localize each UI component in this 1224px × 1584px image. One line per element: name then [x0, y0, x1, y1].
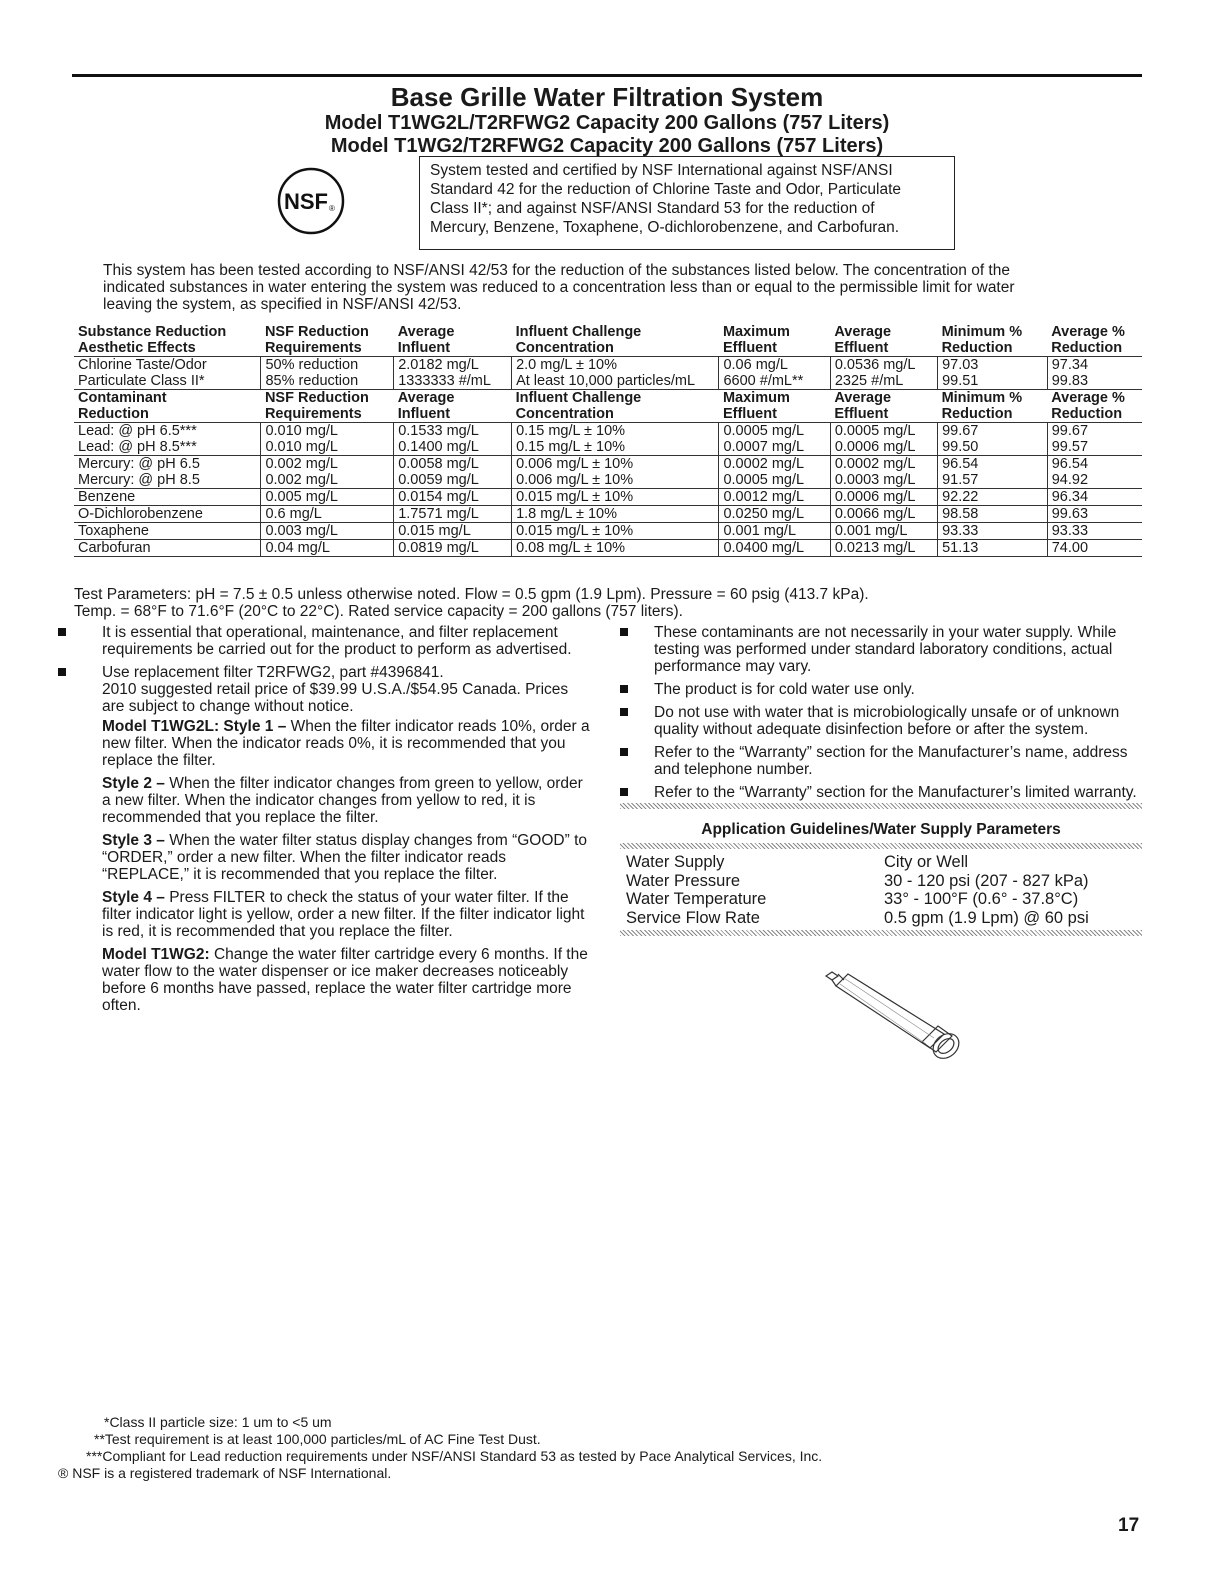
table-header-cell: Average % Reduction: [1051, 324, 1125, 356]
footnotes: [58, 1414, 1058, 1482]
style-2-note: Style 2 – When the filter indicator changes from green to yellow, order a new filter. When the indicator changes from yellow to red, it is recommended that you replace the filter.: [102, 775, 583, 826]
model-line-1: Model T1WG2L/T2RFWG2 Capacity 200 Gallons (757 Liters): [324, 112, 890, 134]
table-header-cell: Average Influent: [397, 390, 455, 422]
style-1-note: Model T1WG2L: Style 1 – When the filter indicator reads 10%, order a new filter. When the indicator reads 0%, it is recommended that you replace the filter.: [102, 718, 590, 769]
footnote: **Test requirement is at least 100,000 particles/mL of AC Fine Test Dust.: [94, 1431, 541, 1447]
intro-paragraph: [103, 262, 1113, 313]
bullet-icon: [620, 685, 628, 693]
table-row: [74, 357, 1142, 390]
table-cell: 92.22: [938, 489, 1048, 506]
nsf-logo-text: NSF: [284, 189, 328, 214]
test-parameters: [74, 586, 1142, 620]
table-cell: 50% reduction 85% reduction: [261, 357, 394, 390]
table-cell: 0.0005 mg/L 0.0006 mg/L: [830, 423, 937, 456]
table-header-cell: Average Effluent: [834, 324, 892, 356]
bullet-item: These contaminants are not necessarily in your water supply. While testing was performed under standard laboratory conditions, actual performance may vary.: [620, 624, 1142, 675]
cert-line: Standard 42 for the reduction of Chlorine Taste and Odor, Particulate: [430, 181, 902, 198]
footnote: ® NSF is a registered trademark of NSF International.: [58, 1465, 392, 1481]
table-cell: 51.13: [938, 540, 1048, 557]
bullet-item: Do not use with water that is microbiologically unsafe or of unknown quality without adequate disinfection before or after the system.: [620, 704, 1142, 738]
bullet-icon: [620, 628, 628, 636]
bullet-icon: [620, 788, 628, 796]
table-cell: 1.7571 mg/L: [394, 506, 512, 523]
table-cell: 0.0250 mg/L: [719, 506, 830, 523]
guideline-label: Service Flow Rate: [626, 908, 760, 927]
table-cell: 0.15 mg/L ± 10% 0.15 mg/L ± 10%: [512, 423, 719, 456]
table-cell: 2.0182 mg/L 1333333 #/mL: [394, 357, 512, 390]
table-cell: 99.67 99.50: [938, 423, 1048, 456]
page-header: [72, 82, 1142, 158]
table-cell: 0.0819 mg/L: [394, 540, 512, 557]
table-cell: 0.0002 mg/L 0.0005 mg/L: [719, 456, 830, 489]
bullet-icon: [620, 708, 628, 716]
table-cell: 0.015 mg/L ± 10%: [512, 523, 719, 540]
table-header-cell: Contaminant Reduction: [78, 390, 167, 422]
svg-text:®: ®: [329, 204, 335, 213]
table-cell: 0.0005 mg/L 0.0007 mg/L: [719, 423, 830, 456]
table-row: [74, 523, 1142, 540]
table-cell: 0.006 mg/L ± 10% 0.006 mg/L ± 10%: [512, 456, 719, 489]
table-cell: 0.0066 mg/L: [830, 506, 937, 523]
table-cell: 0.06 mg/L 6600 #/mL**: [719, 357, 830, 390]
table-cell: 0.0536 mg/L 2325 #/mL: [830, 357, 937, 390]
table-header-row: [74, 390, 1142, 423]
table-cell: Toxaphene: [74, 523, 261, 540]
table-header-cell: Minimum % Reduction: [941, 324, 1023, 356]
table-cell: 0.003 mg/L: [261, 523, 394, 540]
table-header-cell: NSF Reduction Requirements: [264, 390, 369, 422]
guideline-value: City or Well: [884, 853, 969, 871]
intro-line: indicated substances in water entering the system was reduced to a concentration less than or equal to the permissible limit for water: [103, 279, 1015, 296]
table-cell: 0.0058 mg/L 0.0059 mg/L: [394, 456, 512, 489]
bullet-icon: [58, 628, 66, 636]
nsf-logo: [277, 167, 345, 235]
bullet-item: The product is for cold water use only.: [620, 681, 1142, 698]
bullet-icon: [58, 668, 66, 676]
table-cell: Carbofuran: [74, 540, 261, 557]
guideline-label: Water Temperature: [626, 890, 767, 908]
intro-line: This system has been tested according to NSF/ANSI 42/53 for the reduction of the substances listed below. The concentration of the: [103, 262, 1010, 279]
table-cell: 0.0154 mg/L: [394, 489, 512, 506]
table-cell: 93.33: [1047, 523, 1142, 540]
model-line-2: Model T1WG2/T2RFWG2 Capacity 200 Gallons (757 Liters): [330, 135, 884, 157]
table-cell: O-Dichlorobenzene: [74, 506, 261, 523]
footnote: ***Compliant for Lead reduction requirements under NSF/ANSI Standard 53 as tested by Pace Analytical Services, Inc.: [86, 1448, 823, 1464]
table-cell: 0.0006 mg/L: [830, 489, 937, 506]
table-cell: 0.010 mg/L 0.010 mg/L: [261, 423, 394, 456]
bullet-item: It is essential that operational, maintenance, and filter replacement requirements be carried out for the product to perform as advertised.: [58, 624, 594, 658]
left-column: [58, 624, 594, 1020]
test-params-line: Test Parameters: pH = 7.5 ± 0.5 unless otherwise noted. Flow = 0.5 gpm (1.9 Lpm). Pressure = 60 psig (413.7 kPa).: [74, 586, 869, 603]
table-cell: 0.0012 mg/L: [719, 489, 830, 506]
bullet-icon: [620, 748, 628, 756]
table-row: [74, 540, 1142, 557]
model-t1wg2-note: Model T1WG2: Change the water filter cartridge every 6 months. If the water flow to the water dispenser or ice maker decreases noticeably before 6 months have passed, replace the water filter cartridge more often.: [102, 946, 588, 1014]
cert-line: Class II*; and against NSF/ANSI Standard 53 for the reduction of: [430, 200, 875, 217]
bullet-item: Refer to the “Warranty” section for the Manufacturer’s name, address and telephone number.: [620, 744, 1142, 778]
table-cell: 0.1533 mg/L 0.1400 mg/L: [394, 423, 512, 456]
table-cell: 74.00: [1047, 540, 1142, 557]
table-cell: 0.0400 mg/L: [719, 540, 830, 557]
page-title: Base Grille Water Filtration System: [390, 82, 824, 112]
style-3-note: Style 3 – When the water filter status display changes from “GOOD” to “ORDER,” order a new filter. When the filter indicator reads “REPLACE,” it is recommended that you replace the filter.: [102, 832, 588, 883]
test-params-line: Temp. = 68°F to 71.6°F (20°C to 22°C). Rated service capacity = 200 gallons (757 liters).: [74, 603, 683, 620]
right-column: [620, 624, 1142, 936]
table-header-cell: NSF Reduction Requirements: [264, 324, 369, 356]
table-cell: 0.08 mg/L ± 10%: [512, 540, 719, 557]
hatch-divider: [620, 930, 1142, 936]
table-header-cell: Average % Reduction: [1051, 390, 1125, 422]
application-guidelines-grid: [620, 849, 1142, 930]
table-cell: Lead: @ pH 6.5*** Lead: @ pH 8.5***: [74, 423, 261, 456]
table-cell: 96.54 94.92: [1047, 456, 1142, 489]
table-header-cell: Maximum Effluent: [722, 390, 790, 422]
table-cell: 0.002 mg/L 0.002 mg/L: [261, 456, 394, 489]
table-cell: 0.001 mg/L: [830, 523, 937, 540]
table-cell: 99.63: [1047, 506, 1142, 523]
style-4-note: Style 4 – Press FILTER to check the status of your water filter. If the filter indicator light is yellow, order a new filter. If the filter indicator light is red, it is recommended that you replace the filter.: [102, 889, 585, 940]
table-cell: Chlorine Taste/Odor Particulate Class II*: [74, 357, 261, 390]
table-cell: 96.54 91.57: [938, 456, 1048, 489]
intro-line: leaving the system, as specified in NSF/ANSI 42/53.: [103, 296, 462, 313]
table-cell: 97.03 99.51: [938, 357, 1048, 390]
table-cell: 0.005 mg/L: [261, 489, 394, 506]
table-row: [74, 456, 1142, 489]
table-header-cell: Influent Challenge Concentration: [515, 324, 642, 356]
table-header-cell: Average Effluent: [834, 390, 892, 422]
table-header-cell: Maximum Effluent: [722, 324, 790, 356]
table-cell: 97.34 99.83: [1047, 357, 1142, 390]
table-cell: 96.34: [1047, 489, 1142, 506]
table-row: [74, 506, 1142, 523]
guideline-label: Water Supply: [626, 853, 725, 871]
footnote: *Class II particle size: 1 um to <5 um: [104, 1414, 332, 1430]
table-cell: 93.33: [938, 523, 1048, 540]
application-guidelines-title: Application Guidelines/Water Supply Parameters: [701, 821, 1061, 838]
table-cell: 2.0 mg/L ± 10% At least 10,000 particles/mL: [512, 357, 719, 390]
table-row: [74, 489, 1142, 506]
guideline-value: 30 - 120 psi (207 - 827 kPa): [884, 871, 1089, 890]
bullet-item: Use replacement filter T2RFWG2, part #4396841. 2010 suggested retail price of $39.99 U.S.A./$54.95 Canada. Prices are subject to change without notice.: [58, 664, 594, 715]
table-cell: Mercury: @ pH 6.5 Mercury: @ pH 8.5: [74, 456, 261, 489]
bullet-item: Refer to the “Warranty” section for the Manufacturer’s limited warranty.: [620, 784, 1142, 801]
cert-line: System tested and certified by NSF International against NSF/ANSI: [430, 162, 893, 179]
table-cell: 0.015 mg/L: [394, 523, 512, 540]
page-number: 17: [1118, 1515, 1140, 1536]
application-guidelines-panel: [620, 803, 1142, 936]
table-header-row: [74, 324, 1142, 357]
top-rule: [72, 74, 1142, 77]
table-cell: 0.001 mg/L: [719, 523, 830, 540]
table-cell: 0.6 mg/L: [261, 506, 394, 523]
table-cell: 1.8 mg/L ± 10%: [512, 506, 719, 523]
table-header-cell: Influent Challenge Concentration: [515, 390, 642, 422]
table-cell: Benzene: [74, 489, 261, 506]
table-cell: 0.04 mg/L: [261, 540, 394, 557]
performance-data-table: [74, 324, 1142, 557]
guideline-label: Water Pressure: [626, 871, 741, 890]
guideline-value: 33° - 100°F (0.6° - 37.8°C): [884, 890, 1079, 908]
table-cell: 99.67 99.57: [1047, 423, 1142, 456]
table-header-cell: Average Influent: [397, 324, 455, 356]
table-cell: 0.0213 mg/L: [830, 540, 937, 557]
cert-line: Mercury, Benzene, Toxaphene, O-dichlorobenzene, and Carbofuran.: [430, 219, 900, 236]
table-header-cell: Substance Reduction Aesthetic Effects: [78, 324, 227, 356]
table-cell: 0.0002 mg/L 0.0003 mg/L: [830, 456, 937, 489]
table-row: [74, 423, 1142, 456]
table-cell: 98.58: [938, 506, 1048, 523]
guideline-value: 0.5 gpm (1.9 Lpm) @ 60 psi: [884, 908, 1089, 927]
certification-box: [419, 156, 955, 250]
table-header-cell: Minimum % Reduction: [941, 390, 1023, 422]
water-filter-cartridge-illustration: [818, 966, 968, 1076]
table-cell: 0.015 mg/L ± 10%: [512, 489, 719, 506]
